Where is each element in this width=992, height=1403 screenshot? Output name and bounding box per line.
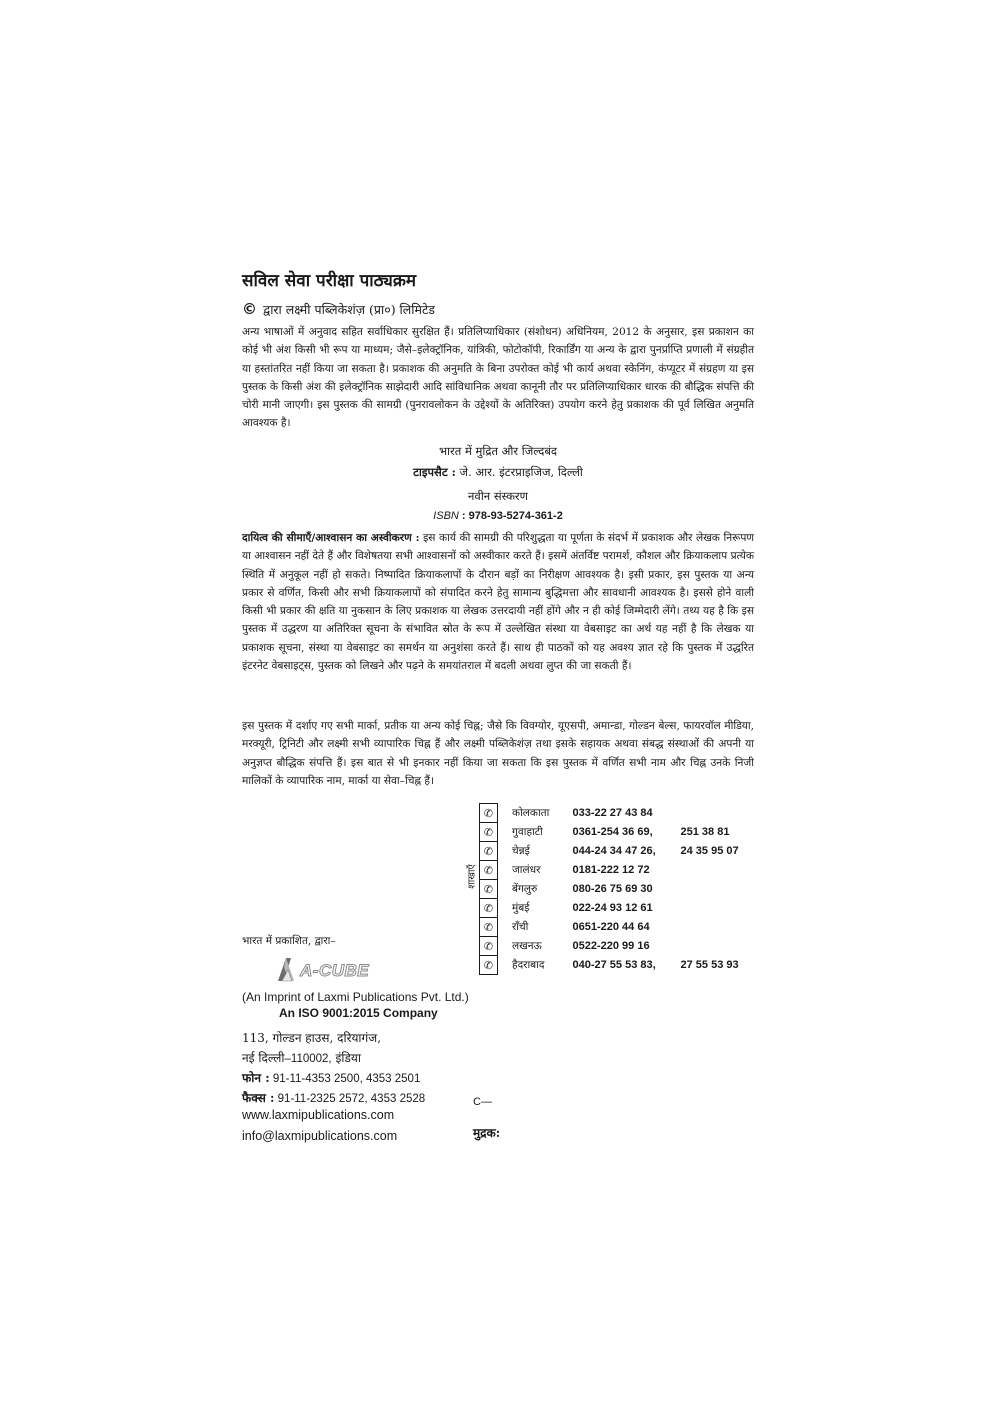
fax-line xyxy=(242,1089,425,1106)
branch-city: बेंगलुरु xyxy=(512,883,538,895)
phone-line xyxy=(242,1069,420,1086)
imprint-line: (An Imprint of Laxmi Publications Pvt. Ltd.) xyxy=(242,990,469,1004)
branch-city: मुंबई xyxy=(512,902,530,914)
print-code: C— xyxy=(473,1096,492,1108)
branch-city: गुवाहाटी xyxy=(512,826,543,838)
branch-phone-1: 0361-254 36 69, xyxy=(572,826,653,838)
telephone-icon: ✆ xyxy=(480,842,498,861)
branch-phone-2 xyxy=(681,804,739,823)
telephone-icon: ✆ xyxy=(480,804,498,823)
copyright-line xyxy=(242,300,435,318)
address-line-2: नई दिल्ली–110002, इंडिया xyxy=(242,1051,361,1065)
telephone-icon: ✆ xyxy=(480,937,498,956)
book-title: सविल सेवा परीक्षा पाठ्यक्रम xyxy=(242,271,417,291)
typeset-value: जे. आर. इंटरप्राइजिज, दिल्ली xyxy=(459,465,583,479)
branch-city: चेन्नई xyxy=(512,845,530,857)
branch-city: लखनऊ xyxy=(512,940,542,952)
telephone-icon: ✆ xyxy=(480,861,498,880)
branch-phone-2: 24 35 95 07 xyxy=(680,845,739,857)
telephone-icon: ✆ xyxy=(480,823,498,842)
branches-label: शाखाएँ xyxy=(466,864,478,889)
branch-phone-1: 022-24 93 12 61 xyxy=(572,902,653,914)
trademark-paragraph: इस पुस्तक में दर्शाए गए सभी मार्का, प्रतीक या अन्य कोई चिह्न; जैसे कि विवग्योर, यूएसपी, अमान्डा, गोल्डन बेल्स, फायरवॉल मीडिया, मरक्यूरी, ट्रिनिटी और लक्ष्मी सभी व्यापारिक चिह्न हैं और लक्ष्मी पब्लिकेशंज़ तथा इसके सहायक अथवा संबद्ध संस्थाओं की अपनी या अनुज्ञप्त बौद्धिक संपत्ति हैं। इस बात से भी इनकार नहीं किया जा सकता कि इस पुस्तक में वर्णित सभी नाम और चिह्न उनके निजी मालिकों के व्यापारिक नाम, मार्का या सेवा–चिह्न हैं। xyxy=(242,720,754,787)
telephone-icon: ✆ xyxy=(480,899,498,918)
telephone-icon: ✆ xyxy=(480,956,498,975)
branch-phone-2: 251 38 81 xyxy=(680,826,730,838)
disclaimer-text: इस कार्य की सामग्री की परिशुद्धता या पूर्णता के संदर्भ में प्रकाशक और लेखक निरूपण या आश्वासन नहीं देते हैं और विशेषतया सभी आश्वासनों को अस्वीकार करते हैं। इसमें अंतर्विष्ट परामर्श, कौशल और क्रियाकलाप प्रत्येक स्थिति में अनुकूल नहीं हो सकते। निष्पादित क्रियाकलापों के दौरान बड़ों का निरीक्षण आवश्यक है। इसी प्रकार, इस पुस्तक या अन्य प्रकार से वर्णित, किसी और सभी क्रियाकलापों को संपादित करने हेतु सामान्य बुद्धिमत्ता और सावधानी आवश्यक है। इससे होने वाली किसी भी प्रकार की क्षति या नुकसान के लिए प्रकाशक या लेखक उत्तरदायी नहीं होंगे और न ही कोई जिम्मेदारी लेंगे। तथ्य यह है कि इस पुस्तक में उद्धरण या अतिरिक्त सूचना के संभावित स्रोत के रूप में उल्लेखित संस्था या वेबसाइट का अर्थ यह नहीं है कि लेखक या प्रकाशक सूचना, संस्था या वेबसाइट का समर्थन या अनुशंसा करते हैं। साथ ही पाठकों को यह अवश्य ज्ञात रहे कि पुस्तक में उद्धरित इंटरनेट वेबसाइट्स, पुस्तक को लिखने और पढ़ने के समयांतराल में बदली अथवा लुप्त की जा सकती हैं। xyxy=(242,532,754,673)
rights-paragraph: अन्य भाषाओं में अनुवाद सहित सर्वाधिकार सुरक्षित हैं। प्रतिलिप्याधिकार (संशोधन) अधिनियम, 2012 के अनुसार, इस प्रकाशन का कोई भी अंश किसी भी रूप या माध्यम; जैसे–इलेक्ट्रॉनिक, यांत्रिकी, फोटोकॉपी, रिकार्डिंग या अन्य के द्वारा पुनर्प्राप्ति प्रणाली में संग्रहीत या हस्तांतरित नहीं किया जा सकता है। प्रकाशक की अनुमति के बिना उपरोक्त कोई भी कार्य अथवा स्केनिंग, कंप्यूटर में संग्रहण या इस पुस्तक के किसी अंश की इलेक्ट्रॉनिक साझेदारी आदि सांविधानिक अथवा कानूनी तौर पर प्रतिलिप्याधिकार धारक की बौद्धिक संपत्ति की चोरी मानी जाएगी। इस पुस्तक की सामग्री (पुनरावलोकन के उद्देश्यों के अतिरिक्त) उपयोग करने हेतु प्रकाशक की पूर्व लिखित अनुमति आवश्यक है। xyxy=(242,326,754,430)
telephone-icon: ✆ xyxy=(480,880,498,899)
disclaimer-heading: दायित्व की सीमाएँ/आश्वासन का अस्वीकरण : xyxy=(242,532,420,544)
typeset-label: टाइपसैट : xyxy=(413,465,456,479)
printer-label: मुद्रक: xyxy=(473,1126,501,1140)
branch-city: हैदराबाद xyxy=(512,959,545,971)
branch-row xyxy=(480,842,739,861)
phone-value: 91-11-4353 2500, 4353 2501 xyxy=(269,1073,421,1085)
disclaimer-paragraph xyxy=(242,529,754,675)
branch-phone-2 xyxy=(681,899,739,918)
branch-phone-1: 033-22 27 43 84 xyxy=(572,807,653,819)
phone-label: फोन : xyxy=(242,1071,270,1085)
fax-value: 91-11-2325 2572, 4353 2528 xyxy=(274,1093,426,1105)
branch-phone-2 xyxy=(681,918,739,937)
branch-phone-2 xyxy=(681,937,739,956)
branch-row xyxy=(480,861,739,880)
branch-phone-1: 0522-220 99 16 xyxy=(572,940,650,952)
fax-label: फैक्स : xyxy=(242,1091,275,1105)
branch-row xyxy=(480,918,739,937)
branch-row xyxy=(480,899,739,918)
email-link[interactable]: info@laxmipublications.com xyxy=(242,1129,398,1143)
printed-in-line: भारत में मुद्रित और जिल्दबंद xyxy=(438,444,558,458)
copyright-icon: © xyxy=(242,300,257,318)
branch-city: राँची xyxy=(512,921,529,933)
isbn-value: : 978-93-5274-361-2 xyxy=(461,510,563,522)
a-cube-logo xyxy=(272,955,404,983)
branch-phone-1: 044-24 34 47 26, xyxy=(572,845,656,857)
branch-phone-1: 0181-222 12 72 xyxy=(572,864,650,876)
logo-text: A-CUBE xyxy=(300,961,370,980)
branch-city: जालंधर xyxy=(512,864,541,876)
isbn-label: ISBN xyxy=(433,510,459,522)
branch-phone-1: 0651-220 44 64 xyxy=(572,921,650,933)
address-line-1: 113, गोल्डन हाउस, दरियागंज, xyxy=(242,1031,382,1045)
branch-city: कोलकाता xyxy=(512,807,550,819)
isbn-line xyxy=(242,510,754,522)
branch-phone-2: 27 55 53 93 xyxy=(680,959,739,971)
edition-line: नवीन संस्करण xyxy=(468,489,528,503)
branch-row xyxy=(480,956,739,975)
branch-phone-1: 040-27 55 53 83, xyxy=(572,959,656,971)
branches-table xyxy=(479,803,739,975)
branch-phone-1: 080-26 75 69 30 xyxy=(572,883,653,895)
branch-phone-2 xyxy=(681,861,739,880)
branch-phone-2 xyxy=(681,880,739,899)
website-link[interactable]: www.laxmipublications.com xyxy=(242,1108,395,1122)
branch-row xyxy=(480,937,739,956)
typeset-line xyxy=(242,465,754,480)
telephone-icon: ✆ xyxy=(480,918,498,937)
iso-line: An ISO 9001:2015 Company xyxy=(279,1006,438,1020)
branch-row xyxy=(480,823,739,842)
branch-row xyxy=(480,804,739,823)
branch-row xyxy=(480,880,739,899)
copyright-holder: द्वारा लक्ष्मी पब्लिकेशंज़ (प्रा०) लिमिटेड xyxy=(263,302,435,317)
published-by: भारत में प्रकाशित, द्वारा– xyxy=(242,935,336,947)
